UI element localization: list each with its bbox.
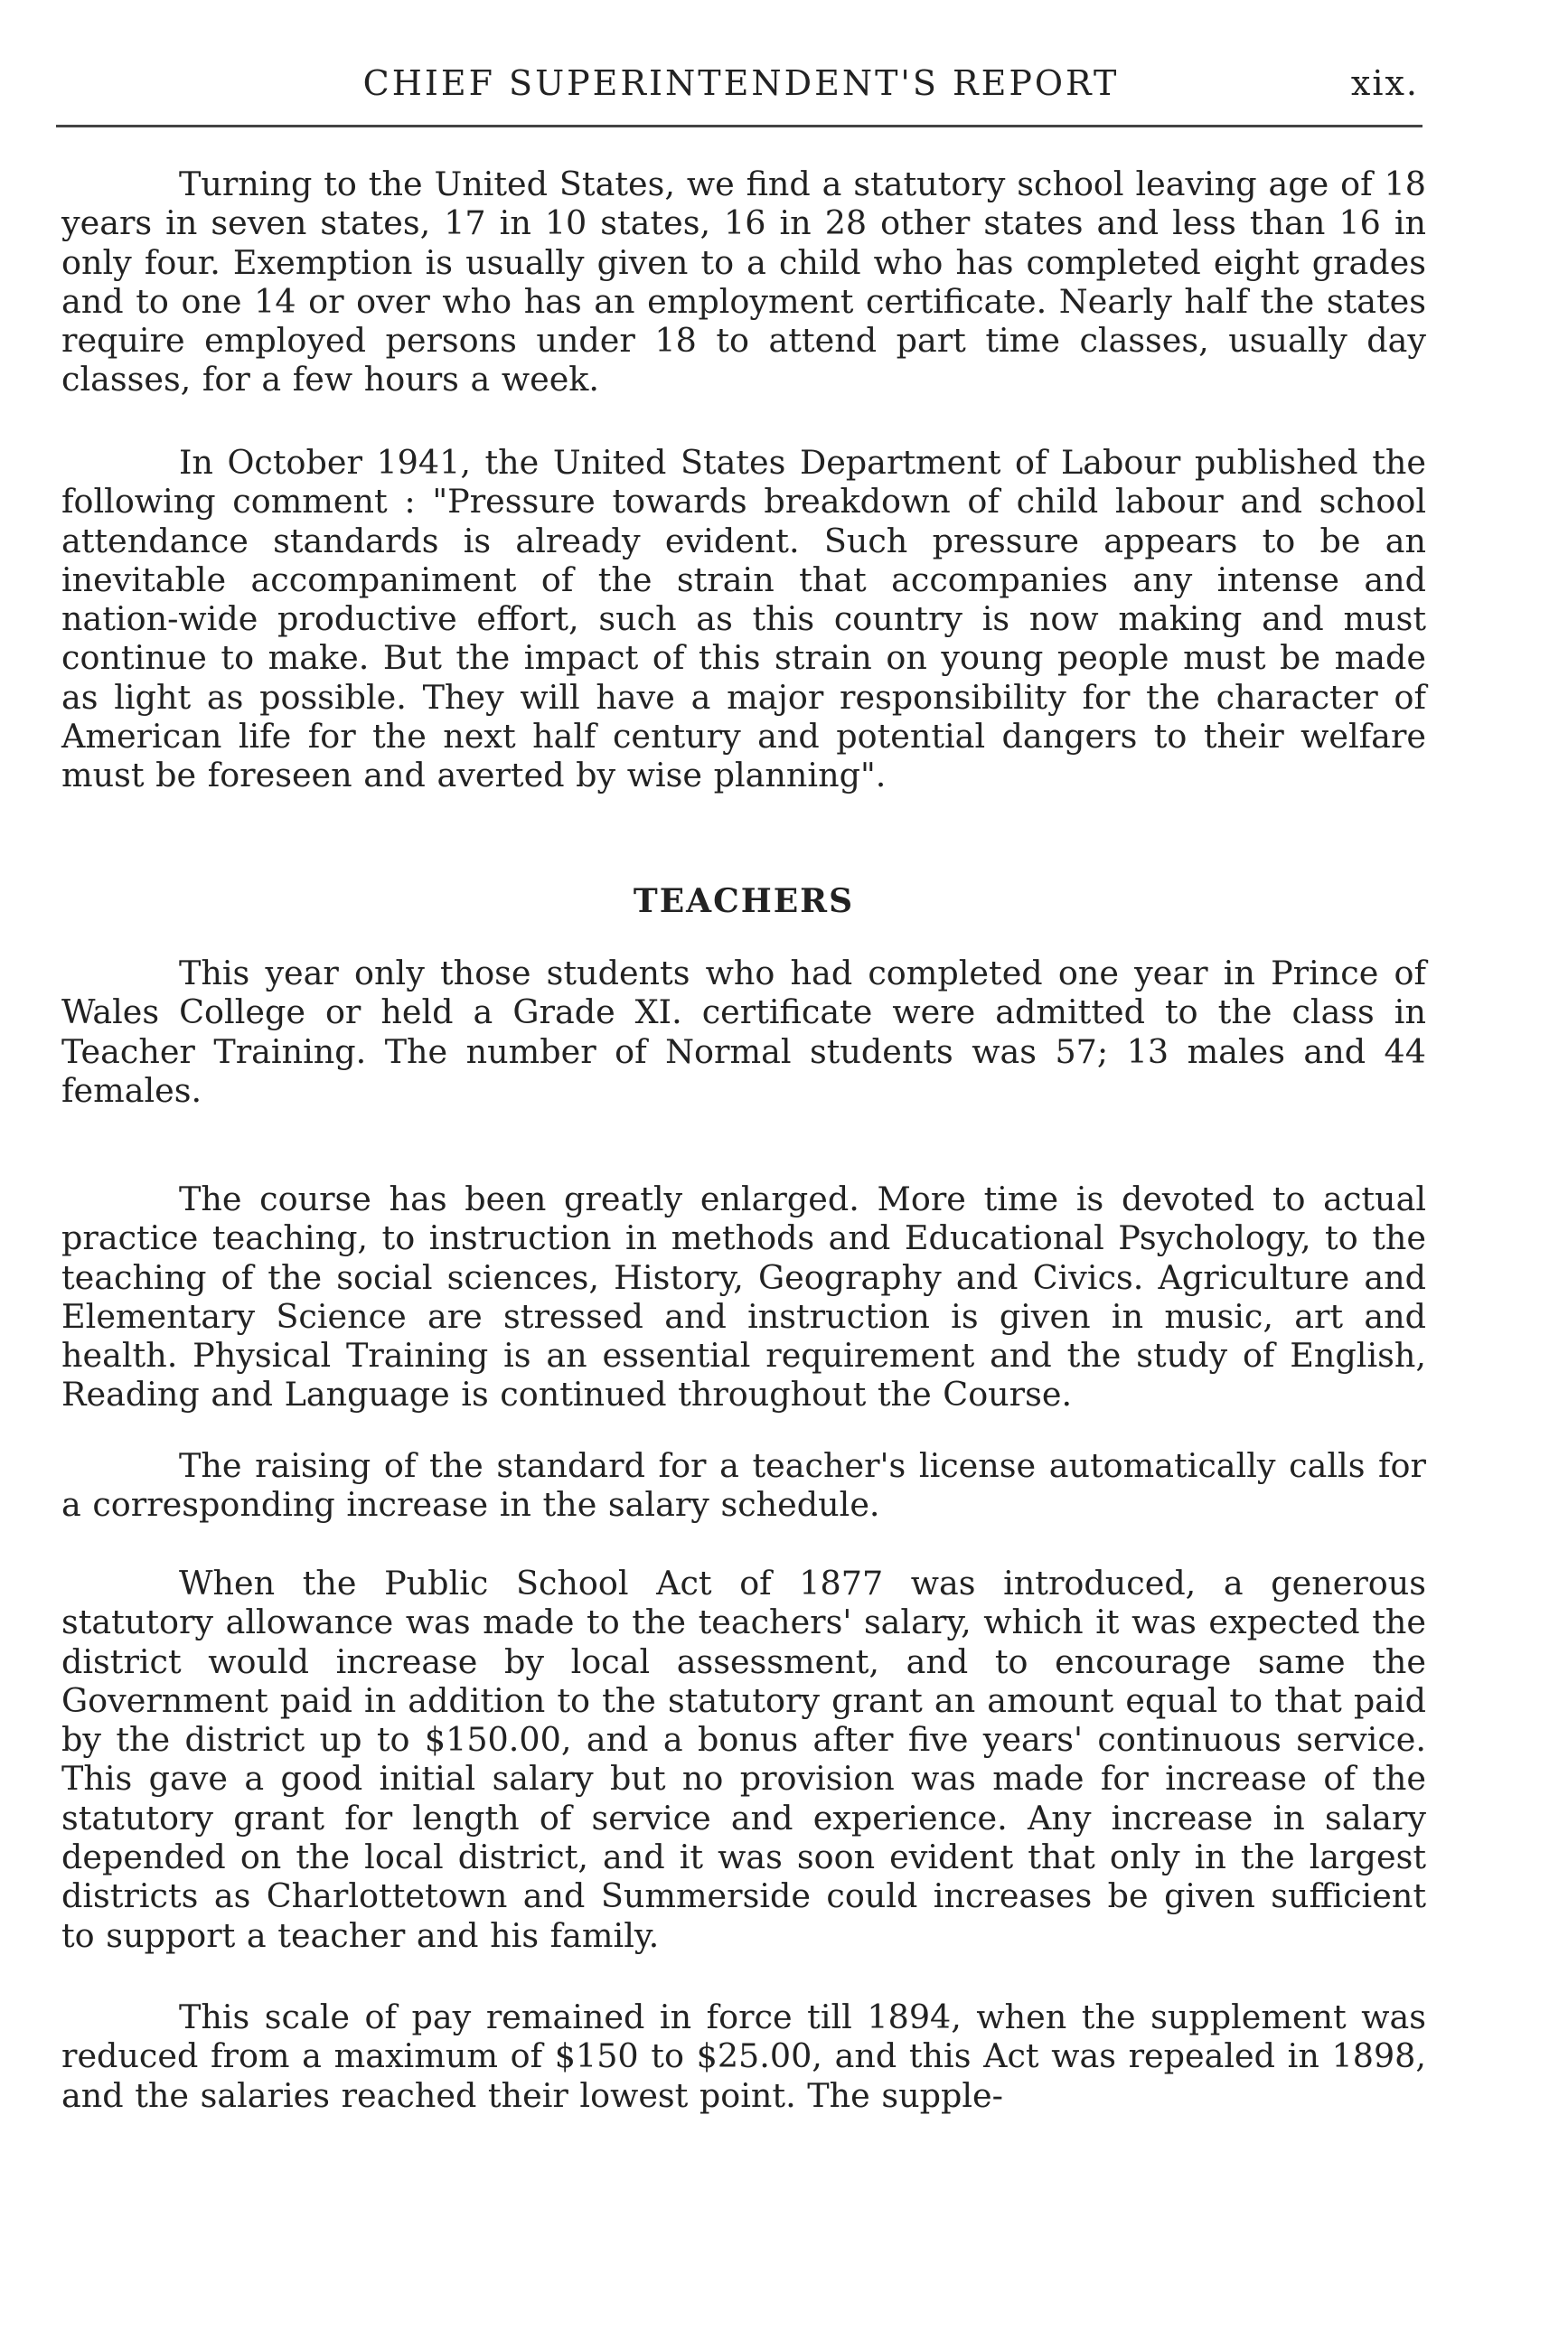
paragraph-pay-scale: This scale of pay remained in force till 1894, when the supplement was reduced from a maximum of $150 to $25.00, and this Act was repealed in 1898, and the salaries reached their lowest point. The supple- bbox=[61, 1998, 1426, 2115]
paragraph-labour-comment: In October 1941, the United States Department of Labour published the following comment : "Pressure towards breakdown of child labour and school attendance standards is already evident. Such pressure appears to be an inevitable accompaniment of the strain that accompanies any intense and nation-wide productive effort, such as this country is now making and must continue to make. But the impact of this strain on young people must be made as light as possible. They will have a major responsibility for the character of American life for the next half century and potential dangers to their welfare must be foreseen and averted by wise planning". bbox=[61, 443, 1426, 795]
paragraph-license-standard: The raising of the standard for a teacher's license automatically calls for a corresponding increase in the salary schedule. bbox=[61, 1446, 1426, 1525]
paragraph-us-leaving-age: Turning to the United States, we find a statutory school leaving age of 18 years in seven states, 17 in 10 states, 16 in 28 other states and less than 16 in only four. Exemption is usually given to a child who has completed eight grades and to one 14 or over who has an employment certificate. Nearly half the states require employed persons under 18 to attend part time classes, usually day classes, for a few hours a week. bbox=[61, 164, 1426, 400]
paragraph-public-school-act: When the Public School Act of 1877 was introduced, a generous statutory allowance was made to the teachers' salary, which it was expected the district would increase by local assessment, and to encourage same the Government paid in addition to the statutory grant an amount equal to that paid by the district up to $150.00, and a bonus after five years' continuous service. This gave a good initial salary but no provision was made for increase of the statutory grant for length of service and experience. Any increase in salary depended on the local district, and it was soon evident that only in the largest districts as Charlottetown and Summerside could increases be given sufficient to support a teacher and his family. bbox=[61, 1564, 1426, 1955]
running-title: CHIEF SUPERINTENDENT'S REPORT bbox=[362, 63, 1120, 103]
paragraph-course-enlarged: The course has been greatly enlarged. More time is devoted to actual practice teaching, to instruction in methods and Educational Psychology, to the teaching of the social sciences, History, Geography and Civics. Agriculture and Elementary Science are stressed and instruction is given in music, art and health. Physical Training is an essential requirement and the study of English, Reading and Language is continued throughout the Course. bbox=[61, 1180, 1426, 1415]
running-header bbox=[63, 56, 1419, 110]
section-heading-teachers: TEACHERS bbox=[633, 882, 855, 920]
page-number: xix. bbox=[1350, 63, 1419, 103]
paragraph-teacher-training: This year only those students who had completed one year in Prince of Wales College or held a Grade XI. certificate were admitted to the class in Teacher Training. The number of Normal students was 57; 13 males and 44 females. bbox=[61, 954, 1426, 1110]
header-rule bbox=[56, 125, 1422, 127]
